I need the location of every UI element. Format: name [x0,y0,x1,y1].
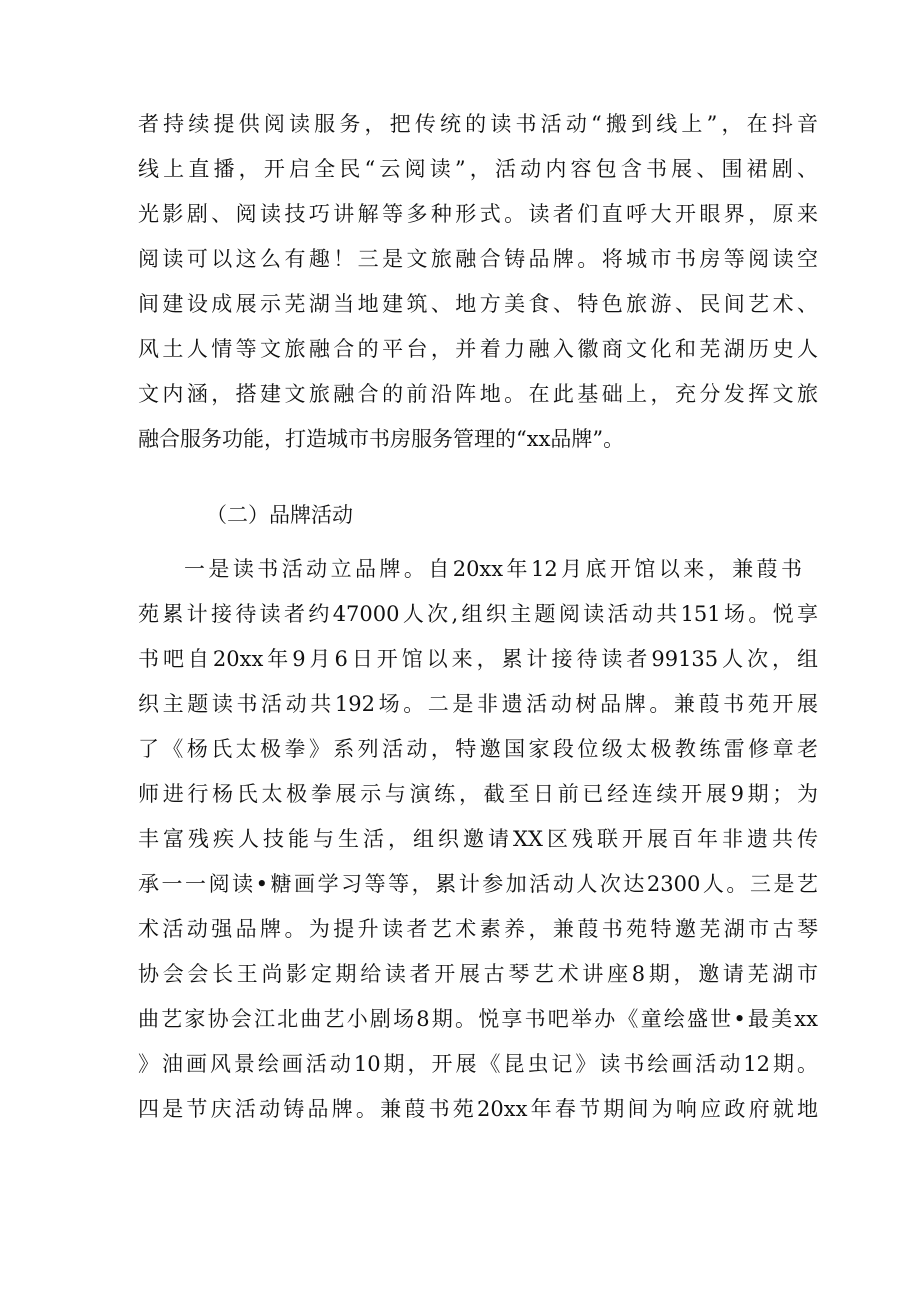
paragraph-line: 融合服务功能，打造城市书房服务管理的“xx品牌”。 [138,427,625,451]
paragraph-line: 一是读书活动立品牌。自20xx年12月底开馆以来，兼葭书 [184,557,802,581]
paragraph-line: 承一一阅读•糖画学习等等，累计参加活动人次达2300人。三是艺 [138,872,818,896]
paragraph-line: 书吧自20xx年9月6日开馆以来，累计接待读者99135人次，组 [138,647,818,671]
paragraph-line: 间建设成展示芜湖当地建筑、地方美食、特色旅游、民间艺术、 [138,292,818,316]
paragraph-line: 术活动强品牌。为提升读者艺术素养，兼葭书苑特邀芜湖市古琴 [138,917,818,941]
paragraph-line: 线上直播，开启全民“云阅读”，活动内容包含书展、围裙剧、 [138,157,818,181]
section-heading: （二）品牌活动 [206,503,353,527]
paragraph-line: 丰富残疾人技能与生活，组织邀请XX区残联开展百年非遗共传 [138,827,818,851]
paragraph-line: 文内涵，搭建文旅融合的前沿阵地。在此基础上，充分发挥文旅 [138,382,818,406]
paragraph-line: 了《杨氏太极拳》系列活动，特邀国家段位级太极教练雷修章老 [138,737,818,761]
paragraph-line: 织主题读书活动共192场。二是非遗活动树品牌。兼葭书苑开展 [138,692,818,716]
paragraph-line: 风土人情等文旅融合的平台，并着力融入徽商文化和芜湖历史人 [138,337,818,361]
paragraph-line: 阅读可以这么有趣！三是文旅融合铸品牌。将城市书房等阅读空 [138,247,818,271]
paragraph-line: 曲艺家协会江北曲艺小剧场8期。悦享书吧举办《童绘盛世•最美xx [138,1007,818,1031]
paragraph-line: 光影剧、阅读技巧讲解等多种形式。读者们直呼大开眼界，原来 [138,202,818,226]
paragraph-line: 》油画风景绘画活动10期，开展《昆虫记》读书绘画活动12期。 [138,1052,818,1076]
paragraph-line: 四是节庆活动铸品牌。兼葭书苑20xx年春节期间为响应政府就地 [138,1097,818,1121]
paragraph-line: 者持续提供阅读服务，把传统的读书活动“搬到线上”，在抖音 [138,112,818,136]
paragraph-line: 师进行杨氏太极拳展示与演练，截至日前已经连续开展9期；为 [138,782,818,806]
paragraph-line: 协会会长王尚影定期给读者开展古琴艺术讲座8期，邀请芜湖市 [138,962,818,986]
paragraph-line: 苑累计接待读者约47000人次,组织主题阅读活动共151场。悦享 [138,602,818,626]
